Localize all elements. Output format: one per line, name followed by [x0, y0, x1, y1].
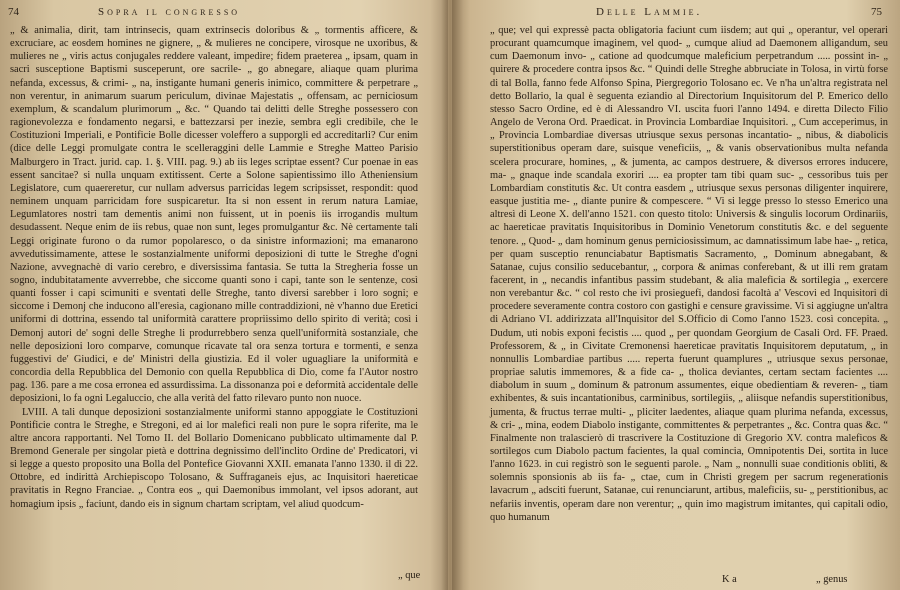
left-body-text — [10, 24, 418, 511]
right-catchword: „ genus — [816, 574, 848, 585]
left-paragraph: LVIII. A tali dunque deposizioni sostanzialmente uniformi stanno appoggiate le Costituzioni Pontificie contra le Streghe, e Stregoni, ed ai lor malefici reali non pure le sopra riferite, ma le altre ancora rapportanti. Nel Tomo II. del Bollario Domenicano pubblicato ultimamente dal P. Bremond Generale per singolar pietà e dottrina degnissimo dell'inclito Ordine de' Predicatori, vi si legge a questo proposito una Bolla del Pontefice Giovanni XXII. emanata l'anno 1330. il dì 22. Ottobre, ed indirittà Archiepiscopo Tolosano, & Suffraganeis ejus, ac Inquisitori haereticae pravitatis in Regno Franciae. „ Contra eos „ qui Daemonibus immolant, vel ipsos adorant, aut homagium ipsis „ faciunt, dando eis in signum chartam scriptam, vel aliud quodcum- — [10, 406, 418, 510]
right-running-title: Delle Lammie. — [596, 6, 703, 18]
right-paragraph: „ que; vel qui expressè pacta obligatoria faciunt cum iisdem; aut qui „ operantur, vel operari procurant quamcumque imaginem, vel quod- „ cumque aliud ad Daemonem alligandum, seu cum Daemonum invo- „ catione ad quodcumque maleficium perpetrandum ..... possint in- „ quirere & procedere contra ipsos &c. “ Quindi delle Streghe abbruciate in Tolosa, in virtù forse di tal Bolla, fanno fede Alfonso Spina, Piergregorio Tolosano ec. Ve n'ha un'altra registrata nel detto Bollario, la qual è seguenta eziandio al Directorium Inquisitorum del P. Emerico dello stesso Sacro Ordine, ed è di Alessandro VI. uscita fuori l'anno 1494. e diretta Dilecto Filio Angelo de Verona Ord. Praedicat. in Provincia Lombardiae Inquisitori. „ Cum acceperimus, in „ Provincia Lombardiae diversas utriusque sexus personas incantatio- „ nibus, & diabolicis superstitionibus operam dare, suisque veneficiis, „ & vanis observationibus multa nefanda scelera procurare, homines, „ & jumenta, ac campos destruere, & diversos errores inducere, ma- „ gnaque inde scandala exoriri .... ea propter tam tibi quam suc- „ cessoribus tuis per Lombardiam constitutis &c. Ut contra easdem „ utriusque sexus personas diligenter inquirere, easque justitia me- „ diante punire & compescere. “ Vi si legge presso lo stesso Emerico una altresì di Leone X. dell'anno 1521. con questo titolo: Universis & singulis locorum Ordinariis, ac haereticae pravitatis Inquisitoribus in Dominio Venetorum constitutis &c. e del seguente tenore. „ Quod- „ dam hominum genus perniciosissimum, ac damnatissimum labe hae- „ retica, per quam susceptio renunciabatur Baptismatis Sacramento, „ Dominum abnegabant, & Satanae, cujus consilio seducebantur, „ corpora & animas conferebant, & ut illi rem gratam facerent, in „ necandis infantibus passim studebant, & alia maleficia & sortilegia „ exercere non verebantur &c. “ col resto che ivi prosieguefi, dandosi facoltà a' Vescovi ed Inquisitori di procedere severamente contra costoro con gastighi e censure gravissime. Vi si aggiugne un'altra di Adriano VI. addirizzata all'Inquisitor del S.Officio di Como l'anno 1523. così concepita. „ Dudum, uti nobis exponi fecistis .... quod „ per quondam Georgium de Casali Ord. FF. Praed. Professorem, & „ in Civitate Cremonensi haereticae pravitatis Inquisitorem deputatum, „ in nonnullis Lombardiae partibus ..... reperta fuerunt quamplures „ utriusque sexus personae, propriae salutis immemores, & a fide ca- „ tholica deviantes, certam sectam facientes .... diabolum in suum „ dominum & patronum assumentes, eique obedientiam & reveren- „ tiam exhibentes, & suis incantationibus, carminibus, sortilegiis, „ aliisque nefandis superstitionibus, jumenta, & fructus terrae multi- „ pliciter laedentes, aliaque quam plurima nefanda, excessus, & cri- „ mina, eodem Diabolo instigante, committentes & perpetrantes „ &c. Contra quas &c. “ Finalmente non tralascierò di trascrivere la Costituzione di Gregorio XV. contra maleficos & sortilegos cum Diabolo pactum facientes, la qual comincia, Omnipotentis Dei, sortita in luce l'anno 1623. in cui registrò son le seguenti parole. „ Nam „ nonnulli suae conditionis obliti, & solemnis sponsionis ab iis fa- „ ctae, cum in Christi gregem per sacrum regenerationis lavacrum „ adsciti fuerunt, Satanae, cui renunciarunt, artibus, maleficiis, su- „ perstitionibus, ac nefariis inventis, operam dare non verentur; „ quin imo magistrum imitantes, qui capitali odio, quo humanum — [490, 25, 888, 523]
right-body-text — [490, 24, 888, 524]
left-running-title: Sopra il congresso — [98, 6, 241, 18]
left-page-number: 74 — [8, 6, 19, 18]
left-running-head — [8, 6, 438, 20]
gutter-shadow-right — [452, 0, 470, 590]
right-signature-mark: K a — [722, 574, 737, 585]
left-paragraph: „ & animalia, dirit, tam intrinsecis, quam extrinsecis doloribus & „ tormentis afficere, & excruciare, ac eosdem homines ne gignere, „ & mulieres ne concipere, virosque ne uxoribus, & mulieres ne „ viris actus conjugales reddere valeant, impedire; fidem praeterea „ ipsam, quam in sacri susceptione Baptismi susceperunt, ore sacrile- „ go abnegare, aliaque quam plurima nefanda, excessus, & crimi- „ na, instigante humani generis inimico, committere & perpetrare „ non verentur, in animarum suarum periculum, divinae Majestatis „ offensam, ac perniciosum exemplum, & scandalum plurimorum „ &c. “ Quando tai delitti delle Streghe possessero con ragionevolezza e fondamento negarsi, e battezzarsi per inezie, sembra egli credibile, che le Costituzioni Imperiali, e Pontificie Bolle dicesser voleffero a supporgli ed accreditarli? Cur enim (dice delle Leggi promulgate contra le scelleraggini delle Lammie e Streghe Matteo Parisio Malburgero in Tract. jurid. cap. 1. §. VIII. pag. 9.) ab iis leges scriptae essent? Cur poenae in eas essent sancitae? si nulla unquam extitissent. Certe a Solone sapientissimo illo Atheniensium Legislatore, cum quaereretur, cur nullam adversus parricidas legem scripsisset, respondit: quod neminem unquam parricidam fore suspicaretur. Ita si non essent in rerum natura Lamiae, Legumlatores nostri tam dementis animi non fuissent, ut in poenis iis irrogandis multum desudassent. Neque enim de iis rebus, quae non sunt, leges promulgantur &c. Nè certamente tali Leggi originate furono o da rumor popolaresco, o da sinistre informazioni; ma emanarono avvedutissimamente, attese le sostanzialmente uniformi deposizioni di tutte le Streghe d'ogni Nazione, avvegnachè di vario cerebro, e diversissima fantasia. Se tutta la Stregheria fosse un sogno, indubitatamente avverrebbe, che siccome quanti sono i capi, tante son le sentenze, così quanti fosser i capi scimuniti e sventati delle Streghe, tanto diversi sarebber i loro sogni; e siccome i Demonj che inducono all'eresia, cagionano mille contraddizioni, nè v'hanno due Eretici uniformi di dottrina, essendo tal uniformità carattere propriissimo dello spirito di verità; così i Demonj autori de' sogni delle Streghe li produrrebbero senza quell'uniformità sostanziale, che nelle deposizioni loro comparve, comunque ricavate tal ora senza tortura e tormenti, e senza fuggestivi de' Giudici, e de' Ministri della giustizia. Ed il voler uguagliare la uniformità e concordia della Repubblica del Demonio con quella Repubblica di Dio, come fa l'Autor nostro pag. 136. pare a me cosa erronea ed assurdissima. La dissonanza poi e deformità accidentale delle deposizioni, lo fa ogni Legaluccio, che alla verità del fatto rilevaro punto non nuoce. — [10, 25, 418, 405]
right-page — [452, 0, 900, 590]
right-page-number: 75 — [871, 6, 882, 18]
left-page — [0, 0, 448, 590]
gutter-shadow-left — [430, 0, 448, 590]
right-running-head — [486, 6, 882, 20]
left-catchword: „ que — [398, 570, 421, 581]
